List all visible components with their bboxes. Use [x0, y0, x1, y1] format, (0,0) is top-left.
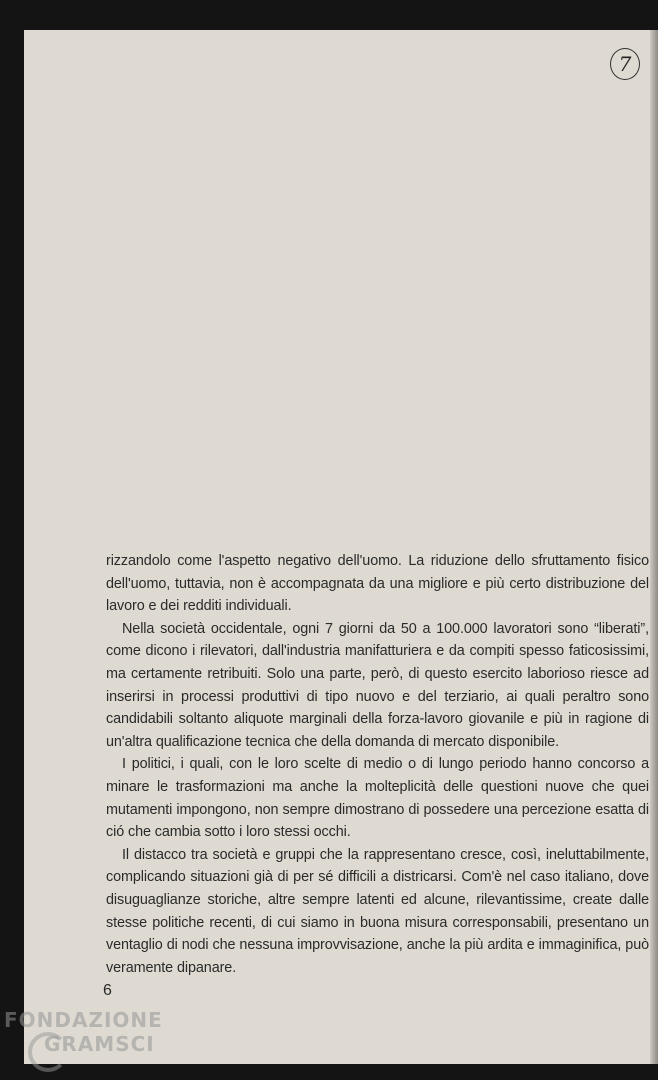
handwritten-page-annotation: 7	[610, 48, 640, 80]
paragraph-1: rizzandolo come l'aspetto negativo dell'uomo. La riduzione dello sfruttamento fisico dell'uomo, tuttavia, non è accompagnata da una migliore e più certo distribuzione del lavoro e dei redditi individuali.	[106, 553, 649, 615]
page-edge-shadow	[650, 30, 658, 1064]
document-page	[24, 30, 658, 1064]
page-number: 6	[103, 982, 112, 999]
paragraph-4: Il distacco tra società e gruppi che la rappresentano cresce, così, ineluttabilmente, complicando situazioni già di per sé difficili a districarsi. Com'è nel caso italiano, dove disuguaglianze storiche, altre sempre latenti ed alcune, rilevantissime, create dalle stesse politiche recenti, di cui siamo in buona misura corresponsabili, presentano un ventaglio di nodi che nessuna improvvisazione, anche la più ardita e immaginifica, può veramente dipanare.	[106, 846, 649, 976]
watermark-line-2: GRAMSCI	[44, 1032, 155, 1056]
fondazione-gramsci-watermark	[4, 1008, 163, 1056]
paragraph-3: I politici, i quali, con le loro scelte di medio o di lungo periodo hanno concorso a minare le trasformazioni ma anche la molteplicità delle questioni nuove che quei mutamenti impongono, non sempre dimostrano di possedere una percezione esatta di ció che cambia sotto i loro stessi occhi.	[106, 756, 649, 841]
paragraph-2: Nella società occidentale, ogni 7 giorni da 50 a 100.000 lavoratori sono “liberati”, come dicono i rilevatori, dall'industria manifatturiera e da compiti spesso faticosissimi, ma certamente retribuiti. Solo una parte, però, di questo esercito laborioso riesce ad inserirsi in processi produttivi di tipo nuovo e del terziario, ai quali peraltro sono candidabili soltanto aliquote marginali della forza-lavoro giovanile e più in ragione di un'altra qualificazione tecnica che della domanda di mercato disponibile.	[106, 620, 649, 750]
watermark-line-1: FONDAZIONE	[4, 1008, 163, 1032]
watermark-logo-icon	[28, 1032, 68, 1072]
body-text	[106, 550, 649, 979]
